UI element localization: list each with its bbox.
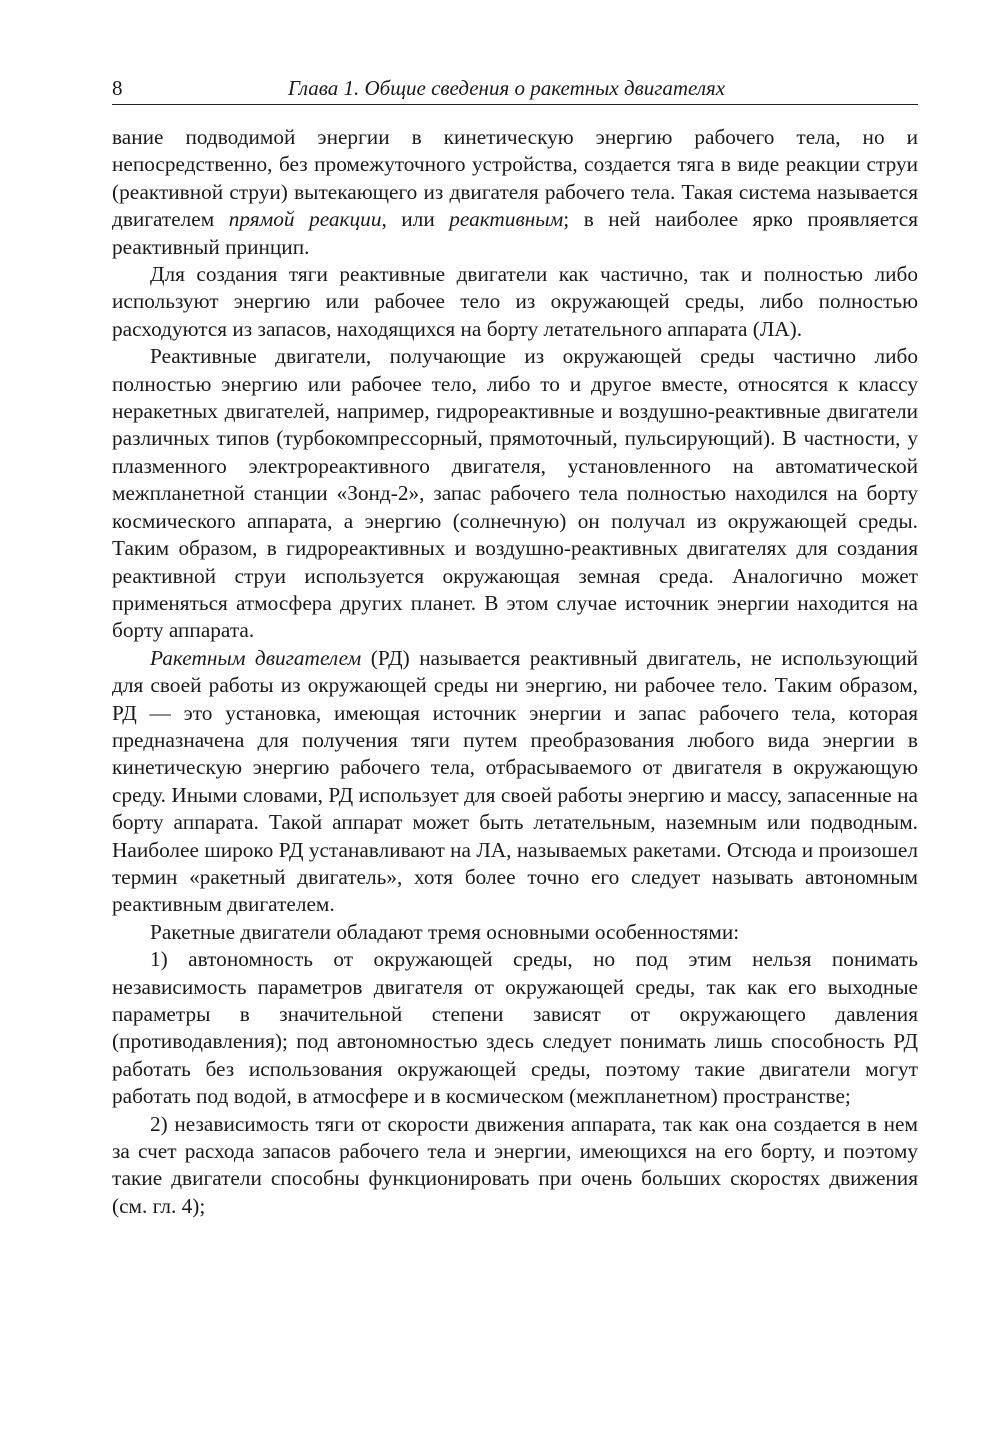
paragraph-1 [112,124,918,261]
running-head: Глава 1. Общие сведения о ракетных двигателях [288,76,726,100]
paragraph-1-tail: ; в ней наиболее ярко проявляется реактивный принцип. [112,207,918,259]
page-header [112,74,918,105]
term-direct-reaction: прямой реакции [228,207,382,232]
paragraph-3: Реактивные двигатели, получающие из окружающей среды частично либо полностью энергию или рабочее тело, либо то и другое вместе, относятся к классу неракетных двигателей, например, гидрореактивные и воздушно-реактивные двигатели различных типов (турбокомпрессорный, прямоточный, пульсирующий). В частности, у плазменного электрореактивного двигателя, установленного на автоматической межпланетной станции «Зонд-2», запас рабочего тела полностью находился на борту космического аппарата, а энергию (солнечную) он получал из окружающей среды. Таким образом, в гидрореактивных и воздушно-реактивных двигателях для создания реактивной струи используется окружающая земная среда. Аналогично может применяться атмосфера других планет. В этом случае источник энергии находится на борту аппарата. [112,344,918,643]
list-item-2: 2) независимость тяги от скорости движения аппарата, так как она создается в нем за счет расхода запасов рабочего тела и энергии, имеющихся на его борту, и поэтому такие двигатели способны функционировать при очень больших скоростях движения (см. гл. 4); [112,1111,918,1218]
paragraph-4 [112,645,918,919]
paragraph-1-mid: , или [381,207,450,232]
body-text [112,124,918,1220]
paragraph-5: Ракетные двигатели обладают тремя основными особенностями: [150,919,740,944]
page-number: 8 [112,76,123,100]
term-rocket-engine: Ракетным двигателем [150,645,362,670]
list-item-1: 1) автономность от окружающей среды, но под этим нельзя понимать независимость параметров двигателя от окружающей среды, так как его выходные параметры в значительной степени зависят от окружающего давления (противодавления); под автономностью здесь следует понимать лишь способность РД работать без использования окружающей среды, поэтому такие двигатели могут работать под водой, в атмосфере и в космическом (межпланетном) пространстве; [112,947,918,1109]
paragraph-1-lead: вание подводимой энергии в кинетическую энергию рабочего тела, но и непосредственно, без промежуточного устройства, создается тяга в виде реакции струи (реактивной струи) вытекающего из двигателя рабочего тела. Такая система называется двигателем [112,125,918,232]
paragraph-2: Для создания тяги реактивные двигатели как частично, так и полностью либо используют энергию или рабочее тело из окружающей среды, либо полностью расходуются из запасов, находящихся на борту летательного аппарата (ЛА). [112,262,918,341]
paragraph-4-text: (РД) называется реактивный двигатель, не использующий для своей работы из окружающей среды ни энергию, ни рабочее тело. Таким образом, РД — это установка, имеющая источник энергии и запас рабочего тела, которая предназначена для получения тяги путем преобразования любого вида энергии в кинетическую энергию рабочего тела, отбрасываемого от двигателя в окружающую среду. Иными словами, РД использует для своей работы энергию и массу, запасенные на борту аппарата. Такой аппарат может быть летательным, наземным или подводным. Наиболее широко РД устанавливают на ЛА, называемых ракетами. Отсюда и произошел термин «ракетный двигатель», хотя более точно его следует называть автономным реактивным двигателем. [112,645,918,917]
term-reactive: реактивным [449,207,564,232]
